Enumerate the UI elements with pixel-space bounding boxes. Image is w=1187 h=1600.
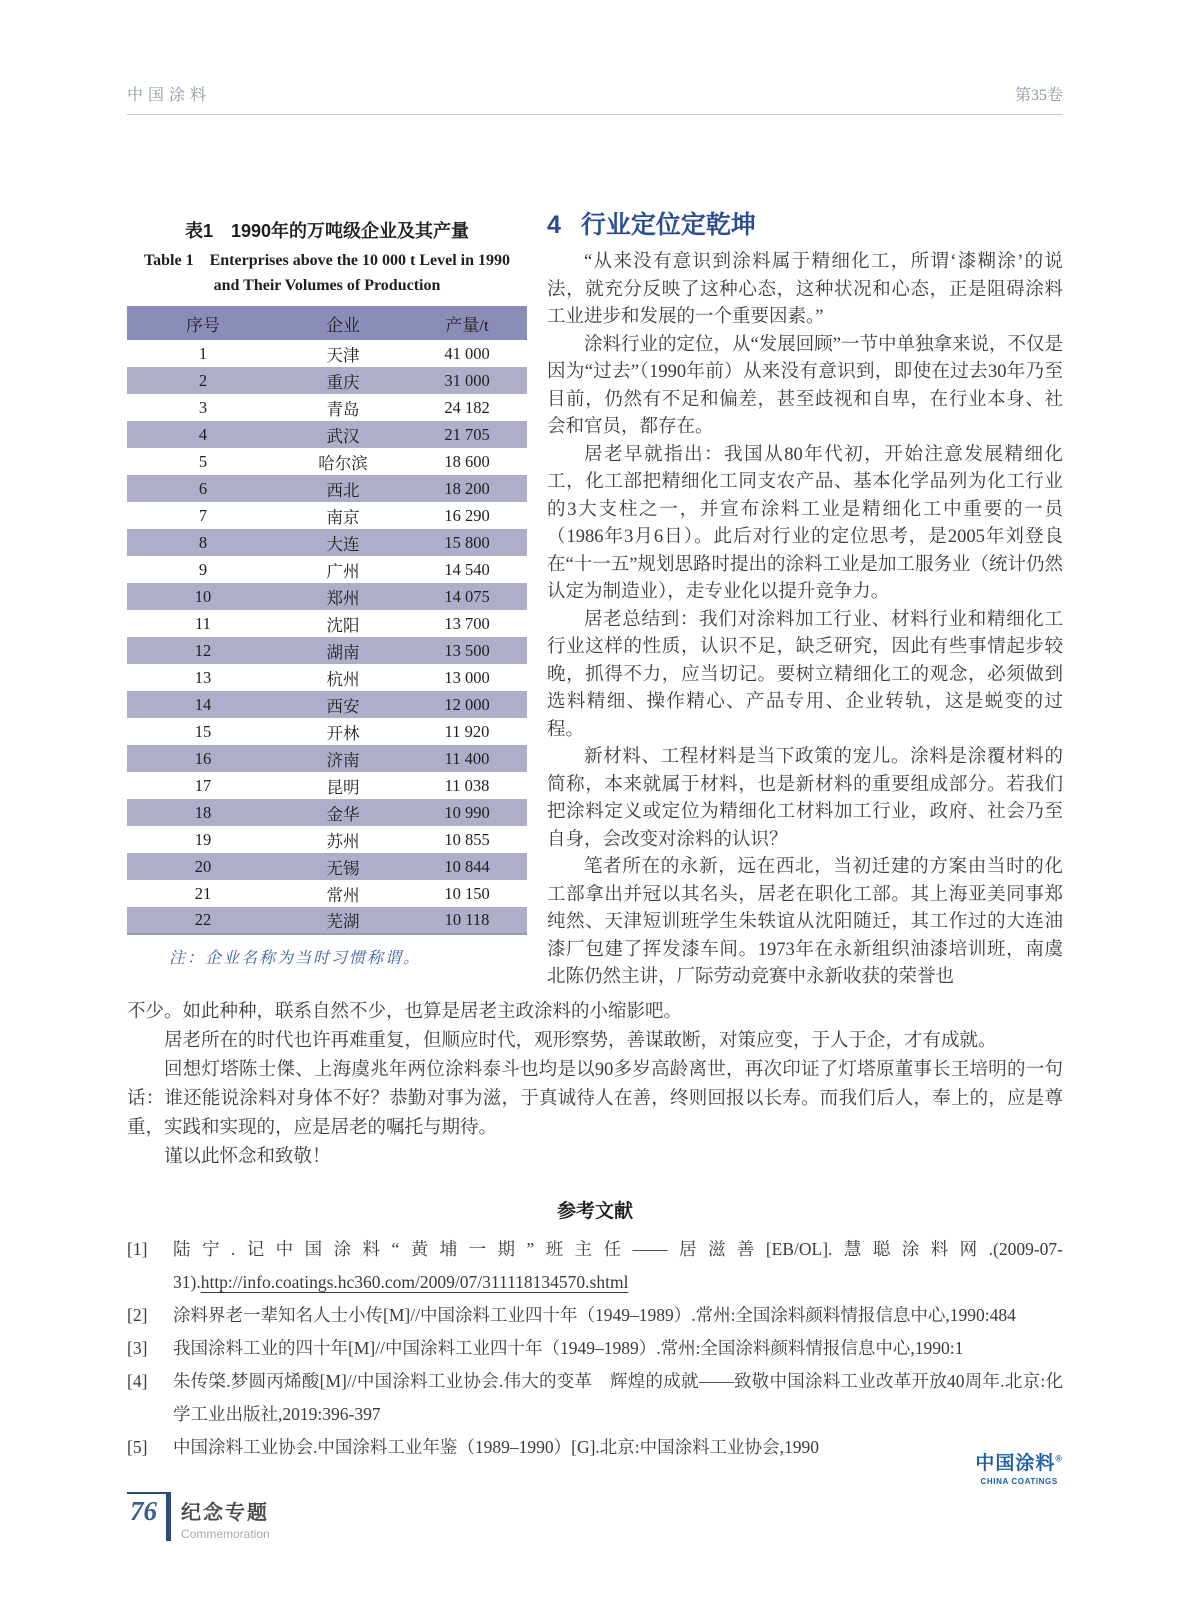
table-cell: 济南 (279, 745, 407, 772)
table-row (127, 394, 527, 421)
table-row (127, 880, 527, 907)
table-row (127, 826, 527, 853)
table-row (127, 475, 527, 502)
table-row (127, 799, 527, 826)
reference-text: 中国涂料工业协会.中国涂料工业年鉴（1989–1990）[G].北京:中国涂料工业协会,1990 (173, 1436, 820, 1457)
table-cell: 9 (198, 559, 208, 579)
table-row (127, 610, 527, 637)
continuation-paragraphs (127, 998, 1063, 1172)
production-table-body (127, 340, 527, 934)
footer-topic-zh: 纪念专题 (181, 1502, 269, 1524)
table-cell: 2 (127, 367, 279, 394)
table-cell: 沈阳 (326, 615, 360, 635)
table-cell: 天津 (326, 345, 360, 365)
paragraph: 不少。如此种种，联系自然不少，也算是居老主政涂料的小缩影吧。 (127, 1001, 683, 1022)
table-cell: 18 600 (444, 451, 490, 471)
paragraph: 回想灯塔陈士傑、上海虞兆年两位涂料泰斗也均是以90多岁高龄离世，再次印证了灯塔原董事长王培明的一句话：谁还能说涂料对身体不好？恭勤对事为滋，于真诚待人在善，终则回报以长寿。而我们后人，奉上的，应是尊重，实践和实现的，应是居老的嘱托与期待。 (127, 1059, 1063, 1138)
table-cell: 15 800 (407, 529, 527, 556)
logo-text-en: CHINA COATINGS (980, 1476, 1058, 1486)
table-cell: 6 (127, 475, 279, 502)
table-cell: 41 000 (444, 343, 490, 363)
china-coatings-logo (975, 1448, 1063, 1486)
reference-text: 涂料界老一辈知名人士小传[M]//中国涂料工业四十年（1949–1989）.常州:全国涂料颜料情报信息中心,1990:484 (173, 1304, 1016, 1325)
table-row (127, 691, 527, 718)
table-cell: 哈尔滨 (318, 453, 368, 473)
table-cell: 8 (127, 529, 279, 556)
table-caption-en-line1: Table 1 Enterprises above the 10 000 t Level in 1990 (143, 252, 511, 269)
section-heading (547, 205, 1063, 241)
reference-number: [1] (127, 1238, 148, 1259)
table-cell: 14 (127, 691, 279, 718)
reference-item (127, 1299, 1063, 1332)
paragraph: 新材料、工程材料是当下政策的宠儿。涂料是涂覆材料的简称，本来就属于材料，也是新材料的重要组成部分。若我们把涂料定义或定位为精细化工材料加工行业，政府、社会乃至自身，会改变对涂料的认识？ (547, 747, 1063, 850)
table-cell: 21 705 (407, 421, 527, 448)
table-cell: 青岛 (326, 399, 360, 419)
table-cell: 13 700 (444, 613, 490, 633)
reference-item (127, 1332, 1063, 1365)
page-footer (127, 1492, 270, 1541)
table-cell: 24 182 (444, 397, 490, 417)
table-cell: 郑州 (279, 583, 407, 610)
table-column (127, 205, 527, 968)
table-cell: 10 855 (444, 829, 490, 849)
reference-item (127, 1365, 1063, 1431)
table-cell: 湖南 (279, 637, 407, 664)
column-header-enterprise: 企业 (279, 306, 407, 340)
reference-text: 陆宁.记中国涂料“黄埔一期”班主任——居滋善[EB/OL].慧聪涂料网.(2009-07-31).http://info.coatings.hc360.com/2009/07/311118134570.shtml (173, 1238, 1063, 1292)
table-row (127, 421, 527, 448)
table-row (127, 448, 527, 475)
paragraph: 居老所在的时代也许再难重复，但顺应时代，观形察势，善谋敢断，对策应变，于人于企，才有成就。 (164, 1030, 997, 1051)
reference-number: [2] (127, 1304, 148, 1325)
table-cell: 18 (127, 799, 279, 826)
page-number: 76 (127, 1492, 171, 1541)
journal-name: 中国涂料 (127, 87, 212, 104)
reference-url: http://info.coatings.hc360.com/2009/07/311118134570.shtml (200, 1271, 629, 1292)
table-cell: 19 (194, 829, 212, 849)
table-cell: 18 200 (407, 475, 527, 502)
table-cell: 3 (198, 397, 208, 417)
logo-text-zh: 中国涂料® (975, 1452, 1063, 1474)
table-row (127, 529, 527, 556)
column-header-index: 序号 (127, 306, 279, 340)
table-cell: 11 (195, 613, 211, 633)
table-cell: 16 290 (444, 505, 490, 525)
table-cell: 开林 (326, 723, 360, 743)
table-caption-en-line2: and Their Volumes of Production (213, 277, 441, 294)
table-row (127, 502, 527, 529)
table-cell: 13 500 (407, 637, 527, 664)
table-cell: 10 118 (407, 907, 527, 934)
table-header-row (127, 306, 527, 340)
footer-topic-en: Commemoration (181, 1527, 270, 1541)
table-cell: 12 000 (407, 691, 527, 718)
paragraph: “从来没有意识到涂料属于精细化工，所谓‘漆糊涂’的说法，就充分反映了这种心态，这种状况和心态，正是阻碍涂料工业进步和发展的一个重要因素。” (547, 252, 1063, 327)
table-cell: 10 150 (444, 883, 490, 903)
table-cell: 1 (198, 343, 208, 363)
column-header-volume: 产量/t (407, 306, 527, 340)
table-cell: 无锡 (279, 853, 407, 880)
table-cell: 12 (127, 637, 279, 664)
reference-number: [4] (127, 1370, 148, 1391)
reference-item (127, 1431, 1063, 1464)
footer-topic (181, 1492, 270, 1541)
reference-number: [5] (127, 1436, 148, 1457)
section-paragraphs (547, 249, 1063, 992)
table-row (127, 583, 527, 610)
table-cell: 15 (194, 721, 212, 741)
table-cell: 昆明 (326, 777, 360, 797)
table-cell: 10 990 (407, 799, 527, 826)
table-cell: 20 (127, 853, 279, 880)
table-caption-en (127, 248, 527, 298)
table-cell: 14 540 (444, 559, 490, 579)
table-cell: 14 075 (407, 583, 527, 610)
table-row (127, 637, 527, 664)
table-cell: 重庆 (279, 367, 407, 394)
table-cell: 16 (127, 745, 279, 772)
table-cell: 7 (198, 505, 208, 525)
volume-number: 第35卷 (1014, 87, 1063, 104)
reference-item (127, 1233, 1063, 1299)
table-cell: 11 038 (444, 775, 490, 795)
table-cell: 10 844 (407, 853, 527, 880)
article-column (547, 205, 1063, 992)
production-table-head (127, 306, 527, 340)
table-cell: 5 (198, 451, 208, 471)
table-row (127, 772, 527, 799)
table-row (127, 340, 527, 367)
table-cell: 22 (127, 907, 279, 934)
table-row (127, 853, 527, 880)
table-row (127, 718, 527, 745)
paragraph: 居老早就指出：我国从80年代初，开始注意发展精细化工，化工部把精细化工同支农产品、基本化学品列为化工行业的3大支柱之一，并宣布涂料工业是精细化工中重要的一员（1986年3月6日）。此后对行业的定位思考，是2005年刘登良在“十一五”规划思路时提出的涂料工业是加工服务业（统计仍然认定为制造业），走专业化以提升竞争力。 (547, 444, 1063, 602)
table-cell: 大连 (279, 529, 407, 556)
paragraph: 居老总结到：我们对涂料加工行业、材料行业和精细化工行业这样的性质，认识不足，缺乏研究，因此有些事情起步较晚，抓得不力，应当切记。要树立精细化工的观念，必须做到选料精细、操作精心、产品专用、企业转轨，这是蜕变的过程。 (547, 609, 1063, 740)
table-row (127, 556, 527, 583)
table-cell: 11 920 (444, 721, 490, 741)
table-cell: 11 400 (407, 745, 527, 772)
reference-text: 朱传棨.梦圆丙烯酸[M]//中国涂料工业协会.伟大的变革 辉煌的成就——致敬中国涂料工业改革开放40周年.北京:化学工业出版社,2019:396-397 (173, 1370, 1063, 1424)
table-note: 注：企业名称为当时习惯称谓。 (169, 950, 422, 967)
table-cell: 31 000 (407, 367, 527, 394)
paragraph: 涂料行业的定位，从“发展回顾”一节中单独拿来说，不仅是因为“过去”（1990年前）从来没有意识到，即使在过去30年乃至目前，仍然有不足和偏差，甚至歧视和自卑，在行业本身、社会和官员，都存在。 (547, 334, 1063, 437)
production-table (127, 306, 527, 935)
table-cell: 17 (194, 775, 212, 795)
table-cell: 4 (127, 421, 279, 448)
table-cell: 金华 (279, 799, 407, 826)
table-cell: 西安 (279, 691, 407, 718)
reference-text: 我国涂料工业的四十年[M]//中国涂料工业四十年（1949–1989）.常州:全国涂料颜料情报信息中心,1990:1 (173, 1337, 964, 1358)
table-cell: 广州 (326, 561, 360, 581)
section-title: 行业定位定乾坤 (580, 211, 756, 239)
table-cell: 芜湖 (279, 907, 407, 934)
table-cell: 13 (194, 667, 212, 687)
table-caption-zh: 表1 1990年的万吨级企业及其产量 (184, 221, 470, 241)
table-cell: 13 000 (444, 667, 490, 687)
paragraph: 谨以此怀念和致敬！ (164, 1146, 331, 1167)
table-cell: 西北 (279, 475, 407, 502)
references-list (127, 1233, 1063, 1464)
table-cell: 武汉 (279, 421, 407, 448)
paragraph: 笔者所在的永新，远在西北，当初迁建的方案由当时的化工部拿出并冠以其名头，居老在职化工部。其上海亚美同事郑纯然、天津短训班学生朱轶谊从沈阳随迁，其工作过的大连油漆厂包建了挥发漆车间。1973年在永新组织油漆培训班，南虞北陈仍然主讲，厂际劳动竞赛中永新收获的荣誉也 (547, 857, 1063, 987)
table-row (127, 907, 527, 934)
page-header (127, 82, 1063, 115)
registered-mark-icon: ® (1055, 1453, 1063, 1464)
references-title: 参考文献 (556, 1200, 633, 1222)
table-row (127, 745, 527, 772)
table-row (127, 664, 527, 691)
reference-number: [3] (127, 1337, 148, 1358)
table-cell: 苏州 (326, 831, 360, 851)
table-cell: 21 (194, 883, 212, 903)
table-row (127, 367, 527, 394)
page-content (127, 205, 1063, 1486)
table-cell: 杭州 (326, 669, 360, 689)
table-cell: 常州 (326, 885, 360, 905)
table-cell: 10 (127, 583, 279, 610)
section-number: 4 (547, 211, 561, 239)
table-cell: 南京 (326, 507, 360, 527)
